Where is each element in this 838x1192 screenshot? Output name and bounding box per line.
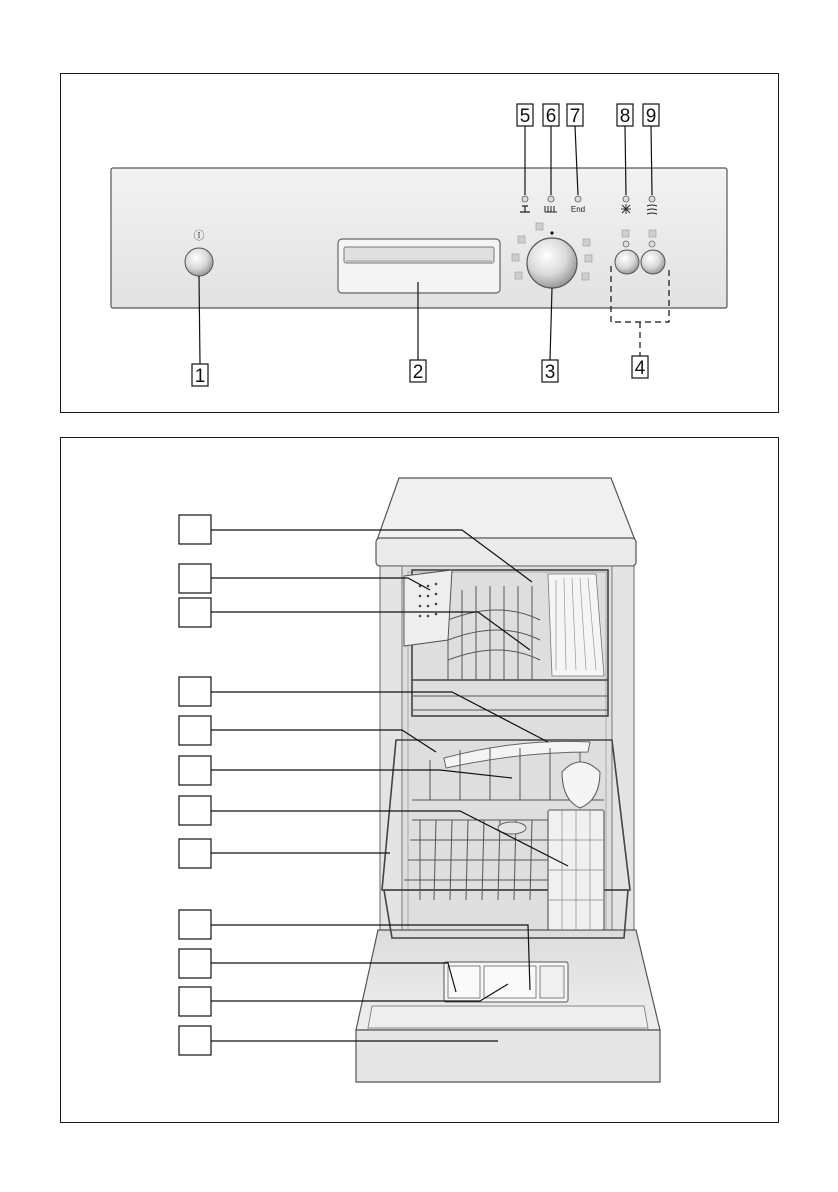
callout-7: 7 — [569, 106, 581, 127]
option-button-left[interactable] — [615, 250, 639, 274]
power-switch[interactable] — [185, 248, 213, 276]
callout-8: 8 — [619, 106, 631, 127]
dishwasher-body — [356, 478, 660, 1082]
callout-3: 3 — [544, 362, 556, 383]
callout-4: 4 — [634, 358, 646, 379]
dispenser-slot — [338, 239, 500, 293]
callout-9: 9 — [645, 106, 657, 127]
control-panel — [111, 168, 727, 308]
option-button-right[interactable] — [641, 250, 665, 274]
callout-5: 5 — [519, 106, 531, 127]
callout-boxes-bottom — [179, 515, 211, 1055]
rinse-aid-icon — [621, 204, 631, 214]
end-indicator-label: End — [570, 205, 586, 214]
callout-2: 2 — [412, 362, 424, 383]
callout-1: 1 — [194, 366, 206, 387]
callout-6: 6 — [545, 106, 557, 127]
power-symbol: Ⓘ — [193, 230, 205, 242]
